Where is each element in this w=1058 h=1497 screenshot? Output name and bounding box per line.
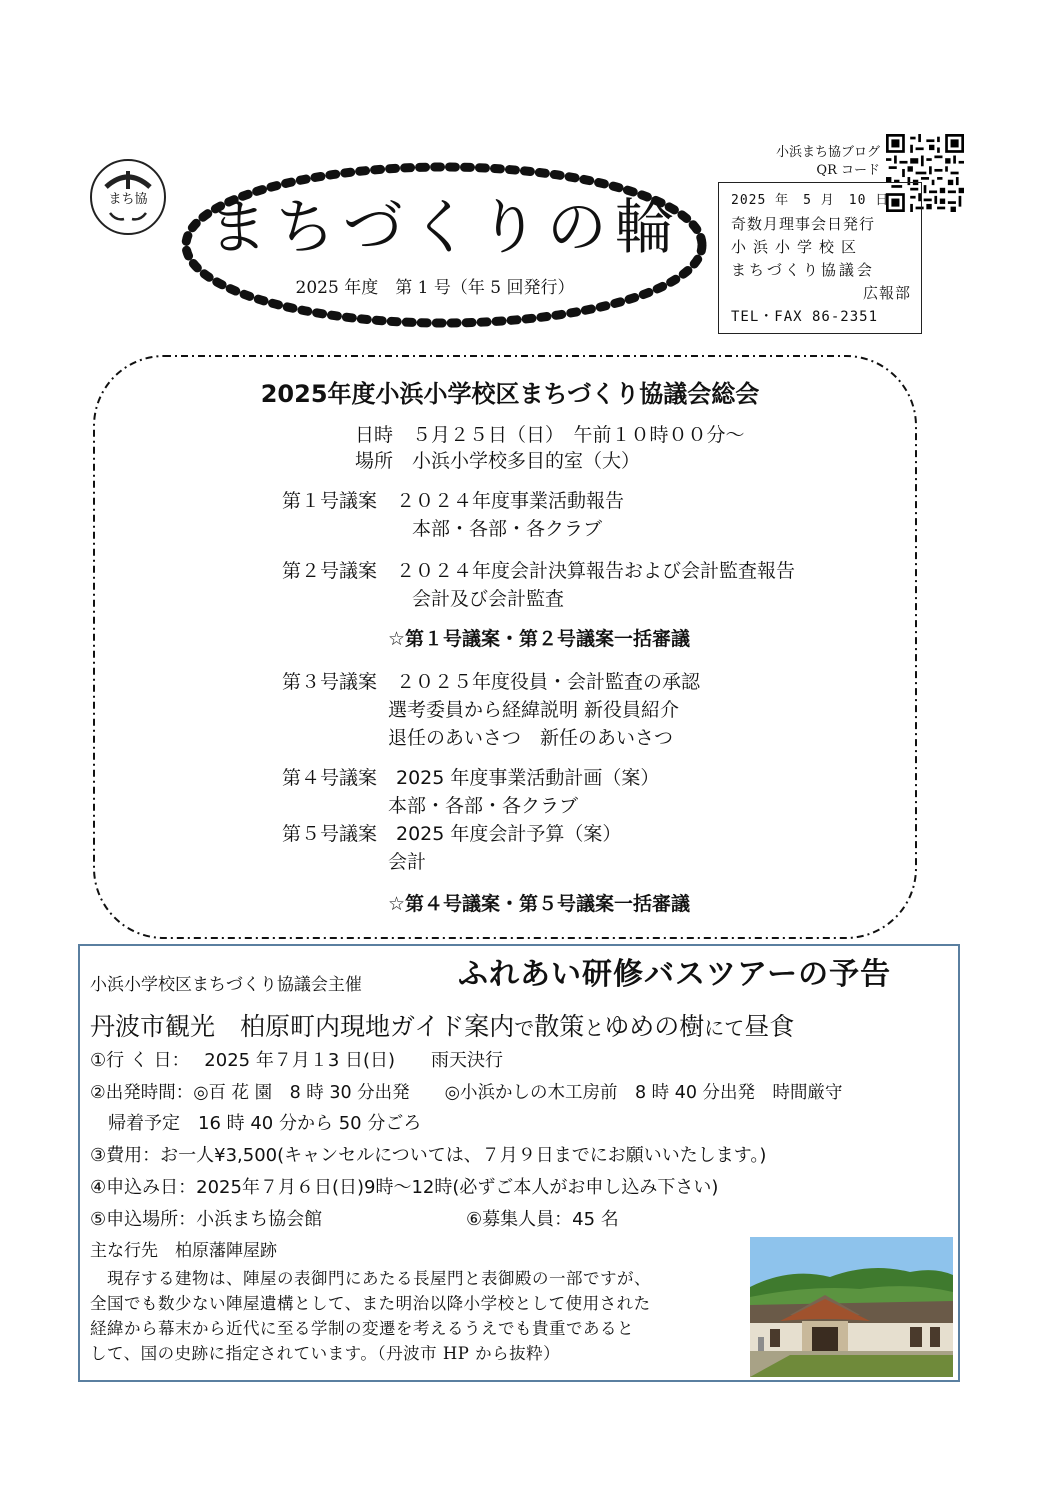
agenda-item-5: 第５号議案 2025 年度会計予算（案）: [282, 823, 622, 845]
tour-application-date: ④申込み日：2025年７月６日(日)9時～12時(必ずご本人がお申し込み下さい): [90, 1177, 719, 1198]
publisher-council: まちづくり協議会: [731, 261, 875, 279]
subtitle-particle-nite: にて: [704, 1016, 745, 1040]
destination-description-line: 経緯から幕末から近代に至る学制の変遷を考えるうえでも貴重であると: [90, 1319, 634, 1338]
tour-departure: ②出発時間：◎百 花 園 8 時 30 分出発 ◎小浜かしの木工房前 8 時 40 分出発 時間厳守: [90, 1083, 843, 1103]
agenda-item-4-detail: 本部・各部・各クラブ: [388, 795, 579, 817]
publisher-school-district: 小浜小学校区: [731, 238, 864, 256]
subtitle-walk: 散策: [534, 1012, 585, 1041]
agenda-item-2: 第２号議案 ２０２４年度会計決算報告および会計監査報告: [282, 560, 796, 582]
destination-description-line: 全国でも数少ない陣屋遺構として、また明治以降小学校として使用された: [90, 1294, 651, 1313]
agenda-item-4: 第４号議案 2025 年度事業活動計画（案）: [282, 767, 660, 789]
bus-tour-organizer: 小浜小学校区まちづくり協議会主催: [90, 975, 362, 995]
combined-review-note-2: ☆第４号議案・第５号議案一括審議: [388, 893, 691, 915]
publisher-box: [718, 182, 922, 334]
meeting-place: 場所 小浜小学校多目的室（大）: [355, 450, 641, 472]
publish-schedule: 奇数月理事会日発行: [731, 215, 876, 233]
agenda-item-3-detail: 選考委員から経緯説明 新役員紹介: [388, 699, 680, 721]
publish-date: 2025 年 5 月 10 日: [731, 193, 890, 208]
combined-review-note-1: ☆第１号議案・第２号議案一括審議: [388, 628, 691, 650]
subtitle-particle-to: と: [584, 1016, 605, 1040]
tour-fee: ③費用：お一人¥3,500(キャンセルについては、７月９日までにお願いいたします。): [90, 1145, 767, 1166]
agenda-item-3: 第３号議案 ２０２５年度役員・会計監査の承認: [282, 671, 701, 693]
agenda-item-2-detail: 会計及び会計監査: [412, 588, 565, 610]
meeting-title: 2025年度小浜小学校区まちづくり協議会総会: [260, 380, 760, 408]
bus-tour-subtitle: [90, 1010, 794, 1045]
bus-tour-title: ふれあい研修バスツアーの予告: [458, 957, 892, 992]
blog-qr-label: [730, 144, 880, 180]
agenda-item-1: 第１号議案 ２０２４年度事業活動報告: [282, 490, 625, 512]
issue-number: 2025 年度 第 1 号（年 5 回発行）: [295, 278, 575, 298]
publisher-tel-fax: TEL・FAX 86-2351: [731, 309, 879, 325]
tour-application-place: ⑤申込場所：小浜まち協会館: [90, 1209, 323, 1230]
subtitle-particle-de: で: [514, 1016, 535, 1040]
destination-description-line: して、国の史跡に指定されています。（丹波市 HP から抜粋）: [90, 1344, 561, 1363]
publisher-department: 広報部: [862, 284, 911, 302]
tour-destination: 主な行先 柏原藩陣屋跡: [90, 1241, 277, 1261]
agenda-item-3-detail-2: 退任のあいさつ 新任のあいさつ: [388, 727, 674, 749]
agenda-item-1-detail: 本部・各部・各クラブ: [412, 518, 603, 540]
agenda-item-5-detail: 会計: [388, 851, 427, 873]
tour-date: ①行 く 日： 2025 年７月１3 日(日) 雨天決行: [90, 1050, 504, 1071]
blog-label-line2: QR コード: [816, 163, 880, 178]
subtitle-lunch: 昼食: [744, 1012, 795, 1041]
blog-label-line1: 小浜まち協ブログ: [775, 145, 880, 160]
machikyo-logo: [88, 157, 168, 237]
destination-description-line: 現存する建物は、陣屋の表御門にあたる長屋門と表御殿の一部ですが、: [90, 1269, 651, 1288]
kaibara-jinya-photo: [750, 1237, 953, 1377]
svg-text:まち協: まち協: [108, 192, 148, 207]
tour-capacity: ⑥募集人員：45 名: [466, 1209, 619, 1230]
meeting-datetime: 日時 ５月２５日（日） 午前１０時００分～: [355, 424, 745, 446]
newsletter-title: まちづくりの輪: [207, 193, 683, 263]
subtitle-yumenoki: ゆめの樹: [604, 1012, 705, 1041]
tour-return: 帰着予定 16 時 40 分から 50 分ごろ: [108, 1113, 422, 1134]
subtitle-guide: 丹波市観光 柏原町内現地ガイド案内: [90, 1012, 515, 1041]
